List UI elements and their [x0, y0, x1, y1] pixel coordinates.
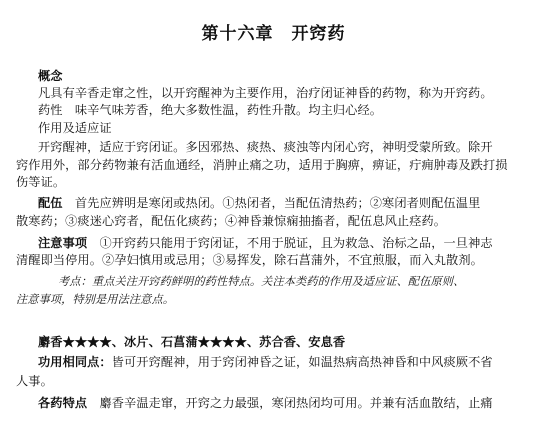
herb-features-text: 麝香辛温走窜，开窍之力最强，寒闭热闭均可用。并兼有活血散结，止痛 — [99, 396, 493, 410]
function-heading: 作用及适应证 — [38, 121, 112, 135]
caution-text-line: 清醒即当停用。②孕妇慎用或忌用；③易挥发，除石菖蒲外，不宜煎服，而入丸散剂。 — [16, 253, 483, 267]
exam-note-line: 考点：重点关注开窍药鲜明的药性特点。关注本类药的作用及适应证、配伍原则、 — [58, 275, 465, 288]
compatibility-text-line: 散寒药；③痰迷心窍者，配伍化痰药；④神昏兼惊痫抽搐者，配伍息风止痉药。 — [16, 214, 447, 228]
common-function-text: 皆可开窍醒神，用于窍闭神昏之证，如温热病高热神昏和中风痰厥不省 — [111, 355, 493, 369]
compatibility-line-1 — [38, 196, 480, 211]
compatibility-label: 配伍 — [38, 196, 63, 210]
herb-features-label: 各药特点 — [38, 396, 88, 410]
common-function-text-line: 人事。 — [16, 374, 53, 388]
overview-properties: 药性 味辛气味芳香，绝大多数性温，药性升散。均主归心经。 — [38, 103, 383, 117]
herb-features-line-1 — [38, 396, 493, 411]
exam-note-line: 注意事项，特别是用法注意点。 — [16, 293, 175, 306]
function-text-line: 窍作用外，部分药物兼有活血通经，消肿止痛之功，适用于胸痹，痹证，疔痈肿毒及跌打损 — [16, 158, 508, 172]
caution-label: 注意事项 — [38, 236, 88, 250]
overview-heading: 概念 — [38, 69, 63, 83]
caution-line-1 — [38, 236, 493, 251]
caution-text: ①开窍药只能用于窍闭证，不用于脱证，且为救急、治标之品，一旦神志 — [99, 236, 493, 250]
compatibility-text: 首先应辨明是寒闭或热闭。①热闭者，当配伍清热药；②寒闭者则配伍温里 — [74, 196, 481, 210]
chapter-title: 第十六章 开窍药 — [201, 24, 346, 44]
common-function-label: 功用相同点： — [38, 355, 112, 369]
common-function-line-1 — [38, 355, 493, 370]
function-text-line: 开窍醒神，适应于窍闭证。多因邪热、痰热、痰浊等内闭心窍，神明受蒙所致。除开 — [38, 140, 493, 154]
herb-list-heading: 麝香★★★★、冰片、石菖蒲★★★★、苏合香、安息香 — [38, 335, 346, 349]
overview-definition: 凡具有辛香走窜之性，以开窍醒神为主要作用，治疗闭证神昏的药物，称为开窍药。 — [38, 86, 493, 100]
function-text-line: 伤等证。 — [16, 175, 66, 189]
